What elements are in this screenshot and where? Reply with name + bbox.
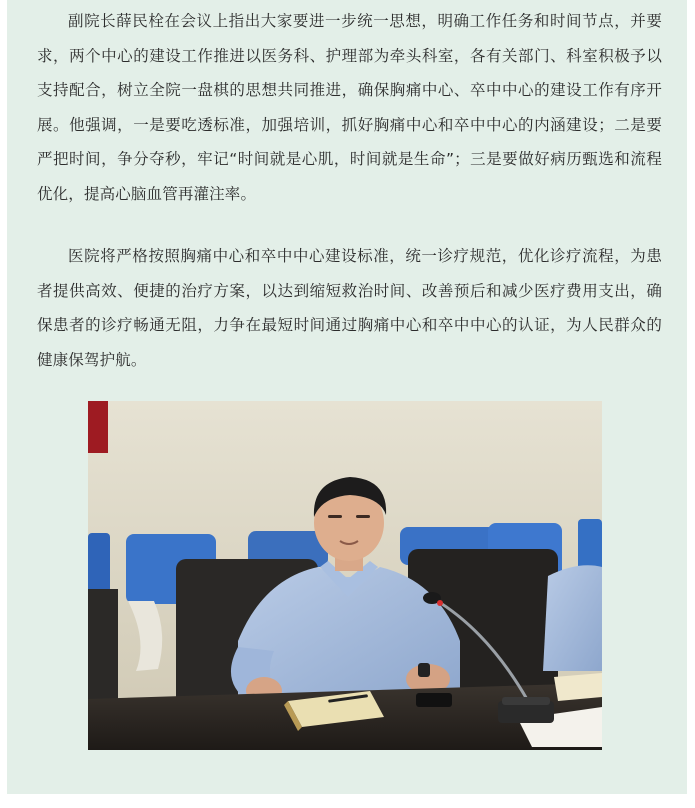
article-paragraph-1: 副院长薛民栓在会议上指出大家要进一步统一思想，明确工作任务和时间节点，并要求，两个中心的建设工作推进以医务科、护理部为牵头科室，各有关部门、科室积极予以支持配合，树立全院一盘棋的思想共同推进，确保胸痛中心、卒中中心的建设工作有序开展。他强调，一是要吃透标准，加强培训，抓好胸痛中心和卒中中心的内涵建设；二是要严把时间，争分夺秒，牢记“时间就是心肌，时间就是生命”；三是要做好病历甄选和流程优化，提高心脑血管再灌注率。 bbox=[37, 12, 662, 203]
meeting-photo bbox=[88, 401, 602, 750]
article-paragraph-2: 医院将严格按照胸痛中心和卒中中心建设标准，统一诊疗规范，优化诊疗流程，为患者提供高效、便捷的治疗方案，以达到缩短救治时间、改善预后和减少医疗费用支出，确保患者的诊疗畅通无阻，力争在最短时间通过胸痛中心和卒中中心的认证，为人民群众的健康保驾护航。 bbox=[37, 247, 662, 369]
article-card bbox=[7, 0, 687, 794]
